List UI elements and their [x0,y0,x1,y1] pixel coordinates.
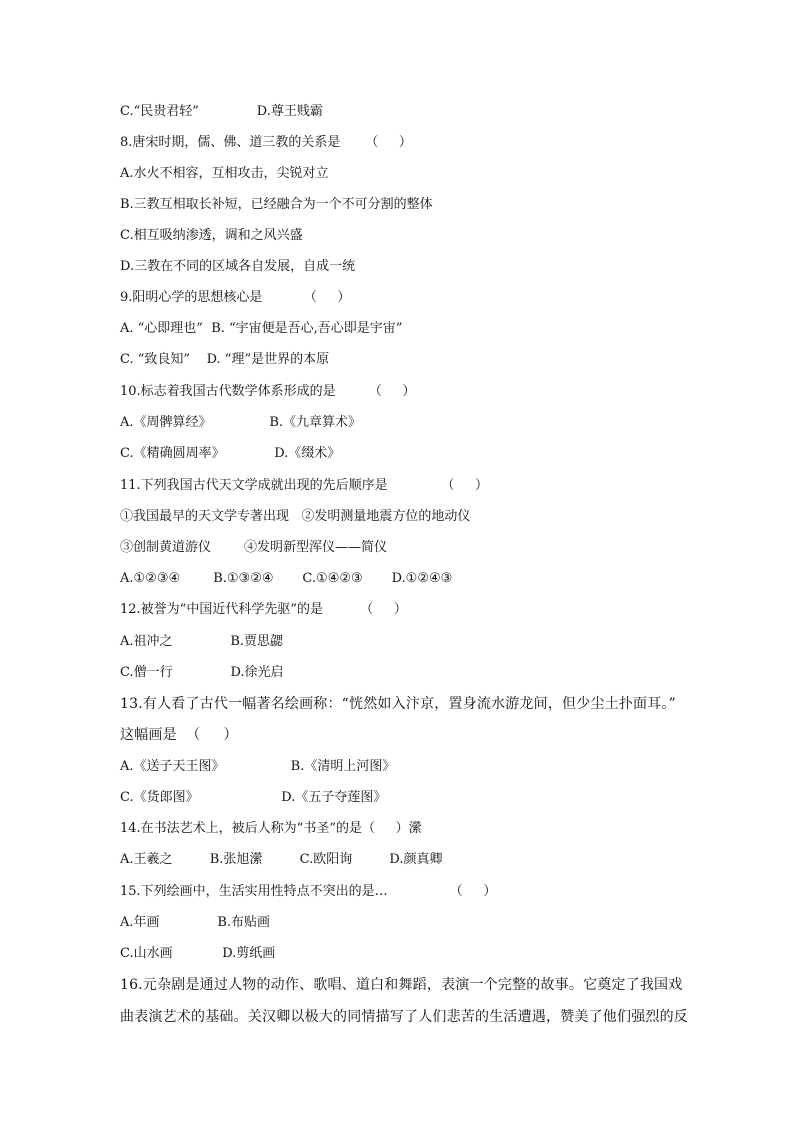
text-line-q13-stem: 13.有人看了古代一幅著名绘画称：“恍然如入汴京，置身流水游龙间，但少尘土扑面耳。” [120,696,676,712]
text-line-q14-options: A.王羲之 B.张旭瀠 C.欧阳询 D.颜真卿 [120,852,443,867]
text-line-q13-options-ab: A.《送子天王图》 B.《清明上河图》 [120,759,396,774]
text-line-q13-stem-cont: 这幅画是 （ ） [120,727,238,743]
text-line-q9-options-cd: C. “致良知” D. “理”是世界的本原 [120,352,330,367]
text-line-q12-options-cd: C.僧一行 D.徐光启 [120,665,284,680]
text-line-q11-options: A.①②③④ B.①③②④ C.①④②③ D.①②④③ [120,571,453,586]
text-line-q12-options-ab: A.祖冲之 B.贾思勰 [120,634,284,649]
text-line-q9-options-ab: A. “心即理也” B. “宇宙便是吾心,吾心即是宇宙” [120,321,403,336]
text-line-q10-options-cd: C.《精确圆周率》 D.《缀术》 [120,446,341,461]
text-line-q11-items-34: ③创制黄道游仪 ④发明新型浑仪——简仪 [120,540,388,555]
text-line-q8-option-b: B.三教互相取长补短，已经融合为一个不可分割的整体 [120,197,433,212]
text-line-q16-stem: 16.元杂剧是通过人物的动作、歌唱、道白和舞蹈，表演一个完整的故事。它奠定了我国戏 [120,977,683,993]
text-line-q13-options-cd: C.《货郎图》 D.《五子夺莲图》 [120,790,387,805]
text-line-q8-option-c: C.相互吸纳渗透，调和之风兴盛 [120,228,303,243]
text-line-q12-stem: 12.被誉为“中国近代科学先驱”的是 （ ） [120,602,407,617]
text-line-q15-options-ab: A.年画 B.布贴画 [120,915,271,930]
text-line-q10-stem: 10.标志着我国古代数学体系形成的是 （ ） [120,384,416,399]
text-line-q14-stem: 14.在书法艺术上，被后人称为“书圣”的是（ ）瀠 [120,821,422,836]
text-line-q11-stem: 11.下列我国古代天文学成就出现的先后顺序是 （ ） [120,478,489,493]
text-line-q7-options: C.“民贵君轻” D.尊王贱霸 [120,104,323,119]
text-line-q8-option-d: D.三教在不同的区域各自发展，自成一统 [120,259,356,274]
text-line-q15-stem: 15.下列绘画中，生活实用性特点不突出的是… （ ） [120,884,497,899]
text-line-q15-options-cd: C.山水画 D.剪纸画 [120,946,276,961]
text-line-q8-option-a: A.水火不相容，互相攻击，尖锐对立 [120,166,329,181]
text-line-q16-stem-cont: 曲表演艺术的基础。关汉卿以极大的同情描写了人们悲苦的生活遭遇，赞美了他们强烈的反 [120,1009,688,1025]
text-line-q9-stem: 9.阳明心学的思想核心是 （ ） [120,290,351,305]
text-line-q10-options-ab: A.《周髀算经》 B.《九章算术》 [120,415,362,430]
text-line-q11-items-12: ①我国最早的天文学专著出现 ②发明测量地震方位的地动仪 [120,509,471,524]
text-line-q8-stem: 8.唐宋时期，儒、佛、道三教的关系是 （ ） [120,135,412,150]
